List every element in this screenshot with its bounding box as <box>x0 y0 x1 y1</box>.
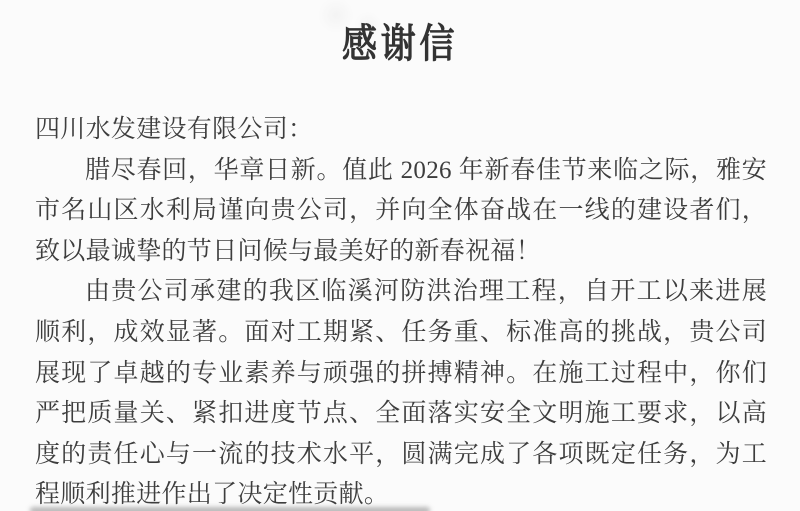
scan-artifact-clipped-line <box>30 507 430 511</box>
letter-paragraph-greeting: 腊尽春回，华章日新。值此 2026 年新春佳节来临之际，雅安市名山区水利局谨向贵公司，并向全体奋战在一线的建设者们，致以最诚挚的节日问候与最美好的新春祝福！ <box>35 156 767 265</box>
letter-title: 感谢信 <box>341 21 459 66</box>
letter-salutation: 四川水发建设有限公司： <box>35 116 314 143</box>
letter-paragraph-project-praise: 由贵公司承建的我区临溪河防洪治理工程，自开工以来进展顺利，成效显著。面对工期紧、任务重、标准高的挑战，贵公司展现了卓越的专业素养与顽强的拼搏精神。在施工过程中，你们严把质量关、紧扣进度节点、全面落实安全文明施工要求，以高度的责任心与一流的技术水平，圆满完成了各项既定任务，为工程顺利推进作出了决定性贡献。 <box>35 278 767 509</box>
letter-body <box>35 110 767 511</box>
